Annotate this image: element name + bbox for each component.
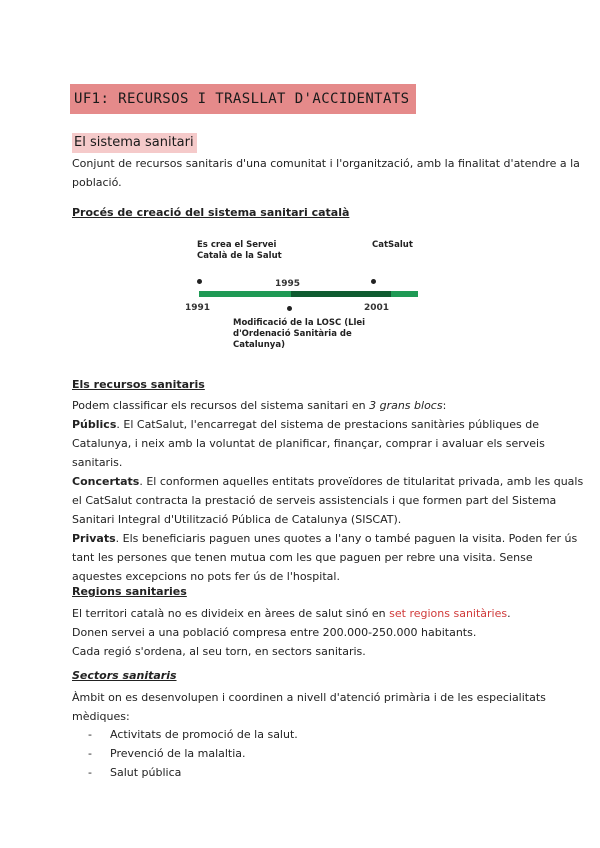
recursos-intro-pre: Podem classificar els recursos del sistema sanitari en	[72, 399, 370, 412]
event-1991-line-1: Es crea el Servei	[197, 240, 277, 250]
recursos-intro	[72, 396, 446, 416]
publics-line-2: Catalunya, i neix amb la voluntat de planificar, finançar, comprar i avaluar els serveis	[72, 437, 545, 450]
year-1995-label: 1995	[275, 279, 301, 289]
list-item-text: Prevenció de la malaltia.	[110, 747, 246, 760]
intro-line-1: Conjunt de recursos sanitaris d'una comunitat i l'organització, amb la finalitat d'atendre a la	[72, 157, 580, 170]
privats-line-1	[72, 529, 577, 549]
event-2001-label: CatSalut	[372, 240, 413, 250]
regions-heading: Regions sanitaries	[72, 585, 187, 598]
recursos-heading: Els recursos sanitaris	[72, 378, 205, 391]
sectors-heading: Sectors sanitaris	[72, 669, 177, 682]
timeline-bar-after-2001	[391, 291, 418, 297]
event-1995-line-1: Modificació de la LOSC (Llei	[233, 318, 366, 328]
list-item: - Salut pública	[88, 766, 182, 779]
event-1991-marker	[197, 279, 202, 284]
concertats-line-3: Sanitari Integral d'Utilització Pública de Catalunya (SISCAT).	[72, 513, 402, 526]
page-title: UF1: RECURSOS I TRASLLAT D'ACCIDENTATS	[70, 84, 416, 114]
sectors-line-1: Àmbit on es desenvolupen i coordinen a nivell d'atenció primària i de les especialitats	[72, 691, 546, 704]
event-1995-label	[233, 318, 365, 351]
publics-line-1	[72, 415, 539, 435]
year-1991-label: 1991	[185, 303, 211, 313]
sectors-line-2: mèdiques:	[72, 710, 130, 723]
intro-line-2: població.	[72, 176, 122, 189]
publics-line-3: sanitaris.	[72, 456, 123, 469]
event-1995-marker	[287, 306, 292, 311]
list-item: - Prevenció de la malaltia.	[88, 747, 246, 760]
privats-term: Privats	[72, 532, 116, 545]
list-item: - Activitats de promoció de la salut.	[88, 728, 298, 741]
year-2001-label: 2001	[364, 303, 390, 313]
concertats-line-1	[72, 472, 583, 492]
privats-text-1: . Els beneficiaris paguen unes quotes a l'any o també paguen la visita. Poden fer ús	[115, 532, 578, 545]
event-1995-line-2: d'Ordenació Sanitària de	[233, 329, 352, 339]
regions-line-3: Cada regió s'ordena, al seu torn, en sectors sanitaris.	[72, 645, 366, 658]
list-item-text: Salut pública	[110, 766, 182, 779]
event-2001-marker	[371, 279, 376, 284]
privats-line-3: aquestes excepcions no pots fer ús de l'hospital.	[72, 570, 340, 583]
publics-term: Públics	[72, 418, 117, 431]
recursos-intro-post: :	[442, 399, 447, 412]
regions-text-pre: El territori català no es divideix en àrees de salut sinó en	[72, 607, 390, 620]
event-1995-line-3: Catalunya)	[233, 340, 285, 350]
timeline-heading: Procés de creació del sistema sanitari català	[72, 206, 350, 219]
regions-line-1	[72, 604, 511, 624]
regions-text-post: .	[507, 607, 511, 620]
regions-line-2: Donen servei a una població compresa entre 200.000-250.000 habitants.	[72, 626, 477, 639]
event-1991-line-2: Català de la Salut	[197, 251, 282, 261]
publics-text-1: . El CatSalut, l'encarregat del sistema de prestacions sanitàries públiques de	[116, 418, 540, 431]
privats-line-2: tant les persones que tenen mutua com les que paguen per rebre una visita. Sense	[72, 551, 533, 564]
recursos-intro-emphasis: 3 grans blocs	[369, 399, 443, 412]
concertats-term: Concertats	[72, 475, 140, 488]
event-1991-label	[197, 240, 282, 262]
regions-highlight: set regions sanitàries	[389, 607, 508, 620]
timeline-bar-1995-2001	[291, 291, 391, 297]
timeline-bar-1991-1995	[199, 291, 291, 297]
list-item-text: Activitats de promoció de la salut.	[110, 728, 298, 741]
section-heading-sistema: El sistema sanitari	[72, 133, 197, 153]
concertats-text-1: . El conformen aquelles entitats proveïdores de titularitat privada, amb les quals	[139, 475, 584, 488]
concertats-line-2: el CatSalut contracta la prestació de serveis assistencials i que formen part del Sistema	[72, 494, 557, 507]
